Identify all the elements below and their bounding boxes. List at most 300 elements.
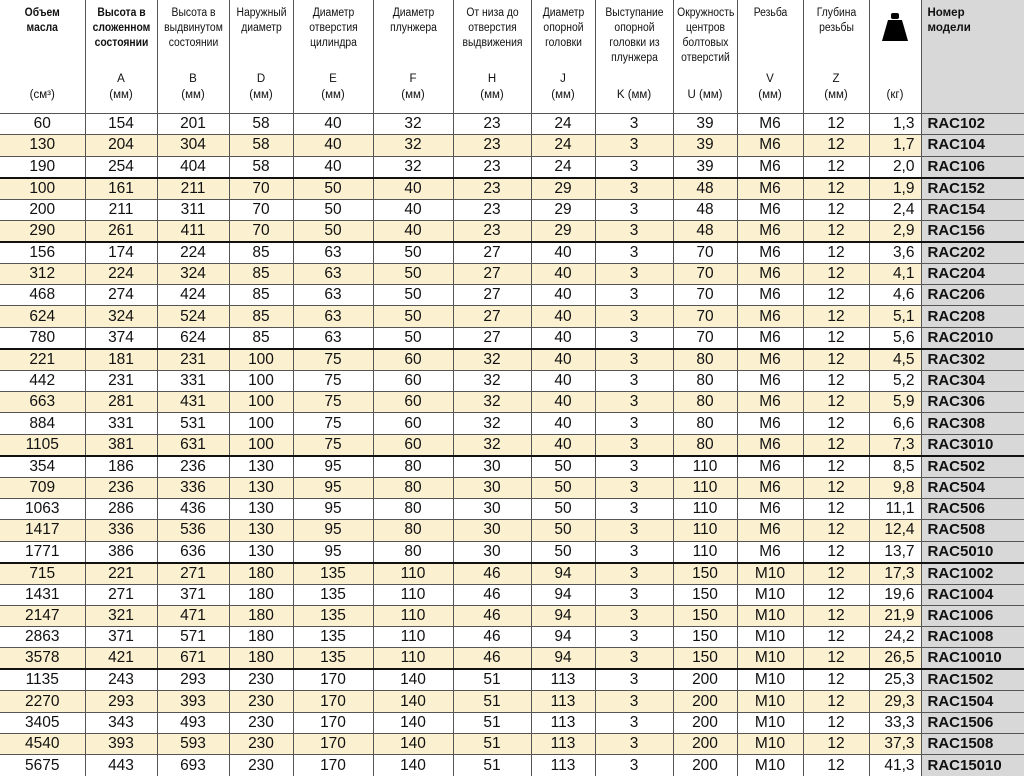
table-cell: 21,9 <box>869 605 921 626</box>
column-header-0 <box>0 0 85 114</box>
table-cell: 50 <box>293 199 373 220</box>
table-cell: 23 <box>453 220 531 242</box>
column-symbol: B <box>189 73 197 85</box>
table-cell: 443 <box>85 755 157 776</box>
table-cell: 3 <box>595 648 673 670</box>
table-cell: 110 <box>373 584 453 605</box>
table-cell: M6 <box>737 327 803 349</box>
table-cell: M6 <box>737 413 803 434</box>
table-cell: 80 <box>373 520 453 541</box>
table-cell: 70 <box>673 327 737 349</box>
column-header-5 <box>373 0 453 114</box>
table-cell: 30 <box>453 498 531 519</box>
table-cell: 94 <box>531 584 595 605</box>
table-cell: 12 <box>803 712 869 733</box>
table-cell: 304 <box>157 135 229 156</box>
header-line: плунжера <box>610 52 658 64</box>
header-line: болтовых <box>681 37 728 49</box>
table-cell: 37,3 <box>869 734 921 755</box>
table-cell: 3 <box>595 691 673 712</box>
table-cell: 8,5 <box>869 456 921 478</box>
table-cell: 29 <box>531 199 595 220</box>
table-cell: 140 <box>373 691 453 712</box>
table-cell: 290 <box>0 220 85 242</box>
header-line: Диаметр <box>542 7 584 19</box>
table-row <box>0 413 1024 434</box>
table-cell: 150 <box>673 627 737 648</box>
table-cell: 3 <box>595 413 673 434</box>
table-cell: 1135 <box>0 669 85 691</box>
table-cell: 140 <box>373 712 453 733</box>
table-cell: 386 <box>85 541 157 563</box>
table-cell: 1,3 <box>869 114 921 135</box>
model-number-cell: RAC1004 <box>921 584 1024 605</box>
table-cell: 30 <box>453 456 531 478</box>
table-cell: 39 <box>673 156 737 178</box>
table-cell: 110 <box>673 520 737 541</box>
table-cell: 75 <box>293 349 373 371</box>
table-cell: 85 <box>229 327 293 349</box>
table-cell: 12 <box>803 178 869 200</box>
table-cell: 12 <box>803 306 869 327</box>
table-cell: 95 <box>293 477 373 498</box>
table-cell: M6 <box>737 477 803 498</box>
table-cell: 424 <box>157 285 229 306</box>
table-cell: 374 <box>85 327 157 349</box>
model-number-cell: RAC102 <box>921 114 1024 135</box>
model-number-cell: RAC306 <box>921 392 1024 413</box>
column-symbol: F <box>409 73 417 85</box>
table-cell: 85 <box>229 285 293 306</box>
table-cell: 224 <box>85 263 157 284</box>
table-cell: 140 <box>373 734 453 755</box>
table-cell: 70 <box>229 178 293 200</box>
table-cell: M6 <box>737 541 803 563</box>
column-header-10 <box>737 0 803 114</box>
table-cell: M6 <box>737 520 803 541</box>
table-cell: 201 <box>157 114 229 135</box>
table-cell: 58 <box>229 114 293 135</box>
table-cell: 40 <box>531 306 595 327</box>
table-cell: 200 <box>673 755 737 776</box>
table-cell: 27 <box>453 285 531 306</box>
table-cell: 7,3 <box>869 434 921 456</box>
table-cell: 12 <box>803 114 869 135</box>
table-cell: 4,5 <box>869 349 921 371</box>
table-cell: 60 <box>373 434 453 456</box>
table-cell: 3578 <box>0 648 85 670</box>
table-cell: 236 <box>157 456 229 478</box>
model-number-cell: RAC156 <box>921 220 1024 242</box>
table-cell: 3 <box>595 370 673 391</box>
table-row <box>0 220 1024 242</box>
table-cell: 3 <box>595 285 673 306</box>
header-line: отверстий <box>680 52 730 64</box>
table-cell: 51 <box>453 691 531 712</box>
table-cell: 12 <box>803 541 869 563</box>
table-cell: 50 <box>293 220 373 242</box>
table-row <box>0 734 1024 755</box>
column-unit: (мм) <box>758 89 782 101</box>
table-cell: 254 <box>85 156 157 178</box>
table-cell: 80 <box>373 541 453 563</box>
model-number-cell: RAC1506 <box>921 712 1024 733</box>
header-line: резьбы <box>818 22 854 34</box>
table-cell: 293 <box>157 669 229 691</box>
header-line: цилиндра <box>309 37 357 49</box>
table-cell: 709 <box>0 477 85 498</box>
column-unit: (мм) <box>181 89 205 101</box>
table-cell: 48 <box>673 199 737 220</box>
model-number-cell: RAC5010 <box>921 541 1024 563</box>
table-cell: 135 <box>293 648 373 670</box>
table-cell: M10 <box>737 584 803 605</box>
table-cell: 12 <box>803 669 869 691</box>
model-number-cell: RAC152 <box>921 178 1024 200</box>
table-cell: 40 <box>293 114 373 135</box>
table-cell: 1771 <box>0 541 85 563</box>
table-cell: 9,8 <box>869 477 921 498</box>
table-cell: 80 <box>673 370 737 391</box>
table-cell: 63 <box>293 327 373 349</box>
model-number-cell: RAC504 <box>921 477 1024 498</box>
table-cell: 95 <box>293 541 373 563</box>
model-number-cell: RAC1508 <box>921 734 1024 755</box>
table-cell: 371 <box>85 627 157 648</box>
table-cell: 271 <box>157 563 229 585</box>
table-cell: 343 <box>85 712 157 733</box>
table-cell: 221 <box>0 349 85 371</box>
table-cell: 23 <box>453 178 531 200</box>
table-cell: 48 <box>673 220 737 242</box>
table-cell: 230 <box>229 669 293 691</box>
table-row <box>0 712 1024 733</box>
table-cell: 200 <box>673 734 737 755</box>
table-cell: 135 <box>293 605 373 626</box>
table-cell: 371 <box>157 584 229 605</box>
table-cell: 80 <box>673 392 737 413</box>
table-row <box>0 456 1024 478</box>
table-cell: M10 <box>737 734 803 755</box>
table-cell: 100 <box>229 349 293 371</box>
table-cell: 331 <box>85 413 157 434</box>
table-cell: 33,3 <box>869 712 921 733</box>
table-cell: 46 <box>453 563 531 585</box>
header-line: От низа до <box>465 7 519 19</box>
table-cell: 421 <box>85 648 157 670</box>
table-cell: 3 <box>595 327 673 349</box>
table-cell: 27 <box>453 327 531 349</box>
table-cell: 12 <box>803 520 869 541</box>
table-cell: 12 <box>803 434 869 456</box>
table-cell: 70 <box>229 199 293 220</box>
table-cell: M6 <box>737 392 803 413</box>
table-cell: 324 <box>85 306 157 327</box>
table-cell: 60 <box>0 114 85 135</box>
table-cell: 671 <box>157 648 229 670</box>
table-cell: 531 <box>157 413 229 434</box>
table-cell: 25,3 <box>869 669 921 691</box>
column-symbol: J <box>560 73 566 85</box>
table-cell: 95 <box>293 498 373 519</box>
table-cell: 624 <box>0 306 85 327</box>
table-cell: 354 <box>0 456 85 478</box>
table-row <box>0 669 1024 691</box>
column-unit: (см³) <box>29 89 55 101</box>
table-cell: 715 <box>0 563 85 585</box>
table-cell: 50 <box>373 306 453 327</box>
table-cell: 29 <box>531 178 595 200</box>
table-cell: 113 <box>531 691 595 712</box>
table-cell: 663 <box>0 392 85 413</box>
header-line: головки из <box>608 37 660 49</box>
table-cell: 2,0 <box>869 156 921 178</box>
table-cell: 40 <box>531 349 595 371</box>
table-cell: 75 <box>293 370 373 391</box>
model-number-cell: RAC2010 <box>921 327 1024 349</box>
table-cell: 3 <box>595 114 673 135</box>
model-number-cell: RAC302 <box>921 349 1024 371</box>
table-cell: 50 <box>531 477 595 498</box>
table-cell: 12 <box>803 413 869 434</box>
table-cell: 12 <box>803 220 869 242</box>
table-cell: 110 <box>673 456 737 478</box>
table-cell: 27 <box>453 306 531 327</box>
table-cell: 32 <box>373 114 453 135</box>
table-cell: 130 <box>0 135 85 156</box>
header-line: состоянии <box>168 37 218 49</box>
table-cell: 100 <box>229 392 293 413</box>
table-cell: 135 <box>293 584 373 605</box>
table-cell: 436 <box>157 498 229 519</box>
table-row <box>0 627 1024 648</box>
table-cell: 46 <box>453 584 531 605</box>
table-cell: 60 <box>373 370 453 391</box>
table-cell: 3 <box>595 263 673 284</box>
table-cell: 170 <box>293 734 373 755</box>
header-line: Глубина <box>816 7 856 19</box>
table-cell: M6 <box>737 199 803 220</box>
column-header-label <box>922 6 1024 109</box>
table-cell: 40 <box>531 327 595 349</box>
table-cell: 381 <box>85 434 157 456</box>
column-header-4 <box>293 0 373 114</box>
table-cell: 110 <box>373 648 453 670</box>
table-cell: 29,3 <box>869 691 921 712</box>
table-cell: 324 <box>157 263 229 284</box>
table-cell: 2,9 <box>869 220 921 242</box>
model-number-cell: RAC206 <box>921 285 1024 306</box>
table-cell: 80 <box>673 413 737 434</box>
table-cell: 3 <box>595 349 673 371</box>
table-cell: 12 <box>803 648 869 670</box>
model-number-cell: RAC202 <box>921 242 1024 264</box>
table-cell: 100 <box>229 413 293 434</box>
table-cell: 631 <box>157 434 229 456</box>
table-cell: 230 <box>229 734 293 755</box>
table-cell: 571 <box>157 627 229 648</box>
table-cell: 23 <box>453 135 531 156</box>
table-cell: 40 <box>531 370 595 391</box>
table-cell: 60 <box>373 413 453 434</box>
header-line: головки <box>544 37 582 49</box>
table-cell: 1105 <box>0 434 85 456</box>
table-cell: 46 <box>453 648 531 670</box>
table-cell: 236 <box>85 477 157 498</box>
table-cell: 39 <box>673 114 737 135</box>
table-cell: 100 <box>229 370 293 391</box>
column-header-3 <box>229 0 293 114</box>
table-cell: 40 <box>373 178 453 200</box>
table-cell: 24,2 <box>869 627 921 648</box>
table-cell: 58 <box>229 156 293 178</box>
column-unit: (мм) <box>321 89 345 101</box>
table-cell: M10 <box>737 669 803 691</box>
table-cell: 3 <box>595 755 673 776</box>
table-cell: 274 <box>85 285 157 306</box>
model-number-cell: RAC204 <box>921 263 1024 284</box>
table-cell: 170 <box>293 712 373 733</box>
table-cell: 60 <box>373 349 453 371</box>
model-number-cell: RAC208 <box>921 306 1024 327</box>
table-cell: 12 <box>803 242 869 264</box>
table-cell: 3405 <box>0 712 85 733</box>
header-line: сложенном <box>92 22 150 34</box>
table-cell: 12 <box>803 456 869 478</box>
table-cell: 95 <box>293 520 373 541</box>
table-cell: 70 <box>229 220 293 242</box>
column-symbol: Z <box>832 73 840 85</box>
table-cell: 40 <box>531 392 595 413</box>
table-cell: 12 <box>803 199 869 220</box>
model-number-cell: RAC1502 <box>921 669 1024 691</box>
table-cell: 51 <box>453 755 531 776</box>
table-cell: 3 <box>595 520 673 541</box>
model-number-cell: RAC1504 <box>921 691 1024 712</box>
model-number-cell: RAC308 <box>921 413 1024 434</box>
table-cell: 2,4 <box>869 199 921 220</box>
table-cell: 23 <box>453 114 531 135</box>
table-cell: 200 <box>673 712 737 733</box>
table-cell: 4,6 <box>869 285 921 306</box>
table-cell: 200 <box>0 199 85 220</box>
table-cell: 286 <box>85 498 157 519</box>
model-number-cell: RAC10010 <box>921 648 1024 670</box>
table-cell: 3 <box>595 178 673 200</box>
table-cell: M6 <box>737 156 803 178</box>
table-cell: 12 <box>803 135 869 156</box>
table-cell: 12 <box>803 563 869 585</box>
table-cell: 41,3 <box>869 755 921 776</box>
column-header-2 <box>157 0 229 114</box>
table-cell: 110 <box>673 541 737 563</box>
table-cell: M6 <box>737 114 803 135</box>
table-cell: 50 <box>373 285 453 306</box>
table-cell: 293 <box>85 691 157 712</box>
table-cell: 3 <box>595 563 673 585</box>
table-cell: 243 <box>85 669 157 691</box>
table-cell: 100 <box>0 178 85 200</box>
table-cell: 110 <box>373 563 453 585</box>
table-cell: 3 <box>595 156 673 178</box>
header-line: опорной <box>542 22 584 34</box>
table-cell: 32 <box>453 392 531 413</box>
table-cell: 63 <box>293 306 373 327</box>
table-cell: 411 <box>157 220 229 242</box>
table-row <box>0 691 1024 712</box>
table-cell: 24 <box>531 135 595 156</box>
table-cell: 3 <box>595 627 673 648</box>
table-cell: 170 <box>293 691 373 712</box>
table-cell: 311 <box>157 199 229 220</box>
table-cell: 50 <box>531 498 595 519</box>
table-cell: 4540 <box>0 734 85 755</box>
table-cell: M10 <box>737 648 803 670</box>
table-cell: M6 <box>737 456 803 478</box>
table-cell: 12 <box>803 584 869 605</box>
table-row <box>0 392 1024 413</box>
table-cell: 5,9 <box>869 392 921 413</box>
table-cell: 30 <box>453 520 531 541</box>
column-unit: (мм) <box>401 89 425 101</box>
table-cell: 113 <box>531 755 595 776</box>
table-cell: 135 <box>293 627 373 648</box>
table-cell: 442 <box>0 370 85 391</box>
table-cell: 3 <box>595 477 673 498</box>
table-row <box>0 498 1024 519</box>
table-cell: 180 <box>229 648 293 670</box>
table-row <box>0 563 1024 585</box>
table-cell: 130 <box>229 541 293 563</box>
table-cell: M6 <box>737 263 803 284</box>
table-cell: 12,4 <box>869 520 921 541</box>
table-cell: 32 <box>373 135 453 156</box>
table-row <box>0 285 1024 306</box>
table-cell: 32 <box>453 434 531 456</box>
table-cell: M6 <box>737 242 803 264</box>
table-cell: 94 <box>531 648 595 670</box>
table-cell: 884 <box>0 413 85 434</box>
table-row <box>0 242 1024 264</box>
table-cell: 48 <box>673 178 737 200</box>
table-cell: 50 <box>373 242 453 264</box>
table-cell: 130 <box>229 498 293 519</box>
table-row <box>0 541 1024 563</box>
table-cell: 63 <box>293 263 373 284</box>
model-number-cell: RAC104 <box>921 135 1024 156</box>
header-line: масла <box>26 22 58 34</box>
table-cell: 431 <box>157 392 229 413</box>
table-cell: 593 <box>157 734 229 755</box>
column-header-8 <box>595 0 673 114</box>
table-cell: 2147 <box>0 605 85 626</box>
table-cell: 393 <box>85 734 157 755</box>
table-cell: 26,5 <box>869 648 921 670</box>
header-line: центров <box>685 22 725 34</box>
table-cell: 40 <box>531 413 595 434</box>
table-row <box>0 263 1024 284</box>
table-cell: 161 <box>85 178 157 200</box>
table-cell: 80 <box>373 456 453 478</box>
header-line: Номер <box>927 7 965 19</box>
table-cell: 100 <box>229 434 293 456</box>
table-cell: 23 <box>453 156 531 178</box>
table-cell: 110 <box>673 498 737 519</box>
table-body <box>0 114 1024 777</box>
table-cell: 12 <box>803 349 869 371</box>
table-cell: 3 <box>595 434 673 456</box>
table-cell: 40 <box>373 220 453 242</box>
